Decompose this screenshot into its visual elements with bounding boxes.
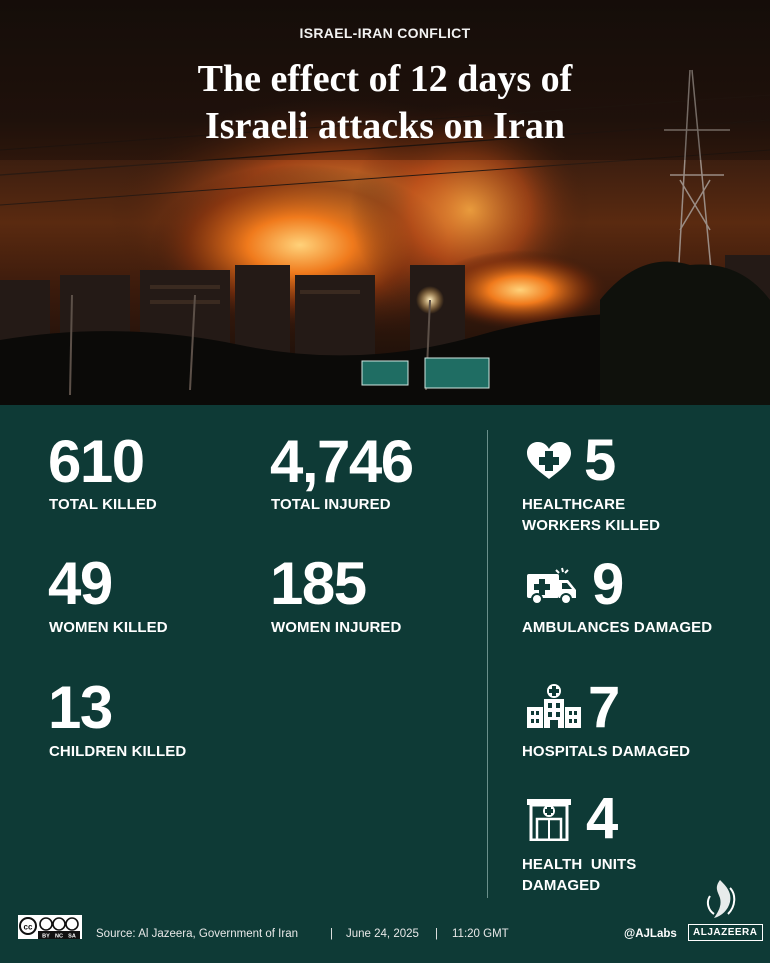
- cc-icons: [18, 915, 82, 939]
- healthcare-workers-label-line-1: HEALTHCARE: [522, 496, 626, 513]
- women-injured-value: 185: [270, 550, 366, 617]
- footer-separator-2: |: [435, 928, 438, 940]
- cc-by: BY: [42, 933, 50, 939]
- footer-time: 11:20 GMT: [452, 928, 509, 940]
- health-units-value: 4: [586, 786, 617, 851]
- kicker: ISRAEL-IRAN CONFLICT: [299, 25, 471, 41]
- hospitals-label: HOSPITALS DAMAGED: [522, 743, 691, 760]
- title-line-2: Israeli attacks on Iran: [205, 105, 565, 147]
- healthcare-workers-value: 5: [584, 428, 615, 493]
- ambulance-icon: [526, 566, 578, 606]
- ambulances-value: 9: [592, 552, 623, 617]
- health-unit-icon: [526, 795, 572, 841]
- children-killed-label: CHILDREN KILLED: [49, 743, 187, 760]
- total-killed-label: TOTAL KILLED: [49, 496, 157, 513]
- aljazeera-logo-icon: [700, 878, 740, 922]
- aljazeera-logo-wordmark: ALJAZEERA: [688, 924, 763, 941]
- hero-photo: [0, 0, 770, 405]
- health-units-label-line-2: DAMAGED: [522, 877, 601, 894]
- column-divider: [487, 430, 488, 898]
- cc-license-badge: [18, 915, 82, 939]
- women-killed-value: 49: [48, 550, 112, 617]
- health-units-label: [522, 854, 636, 896]
- children-killed-value: 13: [48, 674, 112, 741]
- women-injured-label: WOMEN INJURED: [271, 619, 402, 636]
- total-injured-value: 4,746: [270, 428, 413, 495]
- title-line-1: The effect of 12 days of: [197, 58, 573, 100]
- hospital-icon: [526, 683, 582, 729]
- health-units-label-line-1: HEALTH UNITS: [522, 856, 637, 873]
- healthcare-workers-label: [522, 494, 660, 536]
- footer-date: June 24, 2025: [346, 928, 419, 940]
- ajlabs-handle: @AJLabs: [624, 928, 677, 940]
- total-injured-label: TOTAL INJURED: [271, 496, 391, 513]
- cc-sa: SA: [68, 933, 76, 939]
- healthcare-workers-label-line-2: WORKERS KILLED: [522, 517, 661, 534]
- women-killed-label: WOMEN KILLED: [49, 619, 168, 636]
- heart-plus-icon: [526, 441, 572, 481]
- svg-text:cc: cc: [23, 922, 33, 932]
- total-killed-value: 610: [48, 428, 144, 495]
- hospitals-value: 7: [588, 675, 619, 740]
- ambulances-label: AMBULANCES DAMAGED: [522, 619, 713, 636]
- footer-separator-1: |: [330, 928, 333, 940]
- page-title: [0, 56, 770, 150]
- cc-nc: NC: [55, 933, 63, 939]
- footer-source: Source: Al Jazeera, Government of Iran: [96, 928, 298, 940]
